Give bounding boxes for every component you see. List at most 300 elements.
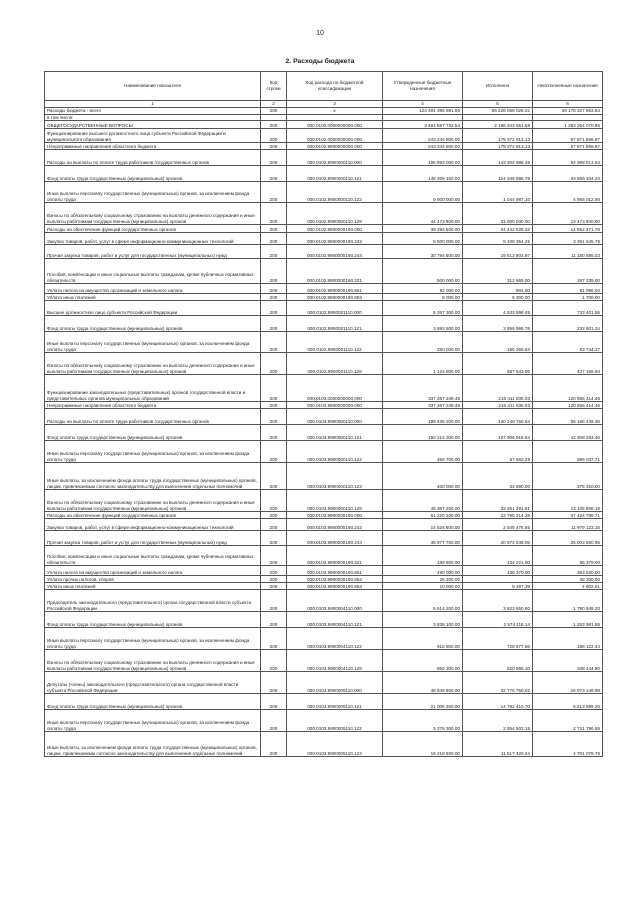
cell-approved: 150 214 300.00 bbox=[383, 425, 463, 441]
cell-name: Фонд оплаты труда государственных (муниципальных) органов bbox=[45, 316, 261, 332]
cell-approved: 916 800.00 bbox=[383, 628, 463, 650]
cell-unexecuted: 52 388 013.54 bbox=[533, 150, 603, 166]
cell-unexecuted: 33 859 104.24 bbox=[533, 166, 603, 182]
cell-approved: 337 267 249.49 bbox=[383, 402, 463, 409]
table-row bbox=[45, 566, 603, 576]
cell-unexecuted: 188 122.44 bbox=[533, 628, 603, 650]
cell-unexecuted: 399 037.71 bbox=[533, 441, 603, 463]
cell-line-code: 200 bbox=[261, 590, 287, 612]
cell-line-code: 200 bbox=[261, 566, 287, 576]
table-row bbox=[45, 259, 603, 284]
cell-name: Иные выплаты персоналу государственных (муниципальных) органов, за исключением фонда оплаты труда bbox=[45, 628, 261, 650]
cell-name: Взносы по обязательному социальному страхованию на выплаты денежного содержания и иные выплаты работникам государственных (муниципальных) органов bbox=[45, 203, 261, 225]
cell-line-code: 200 bbox=[261, 121, 287, 129]
cell-name: Иные выплаты персоналу государственных (муниципальных) органов, за исключением фонда оплаты труда bbox=[45, 332, 261, 353]
cell-line-code: 200 bbox=[261, 628, 287, 650]
table-row bbox=[45, 694, 603, 710]
table-row bbox=[45, 732, 603, 757]
cell-executed: 32 261 391.81 bbox=[463, 490, 533, 512]
table-row bbox=[45, 150, 603, 166]
column-number: 1 bbox=[45, 101, 261, 108]
cell-executed: 5 197.39 bbox=[463, 583, 533, 590]
cell-classification: 000.0103.9900000190.321 bbox=[287, 546, 383, 566]
cell-approved: 28 200.00 bbox=[383, 576, 463, 583]
cell-unexecuted: 1 283 254 070.95 bbox=[533, 121, 603, 129]
cell-line-code: 200 bbox=[261, 512, 287, 519]
cell-unexecuted: 120 855 414.46 bbox=[533, 375, 603, 402]
table-row bbox=[45, 628, 603, 650]
cell-approved: 30 794 500.00 bbox=[383, 245, 463, 259]
table-row bbox=[45, 546, 603, 566]
cell-unexecuted: 14 852 471.78 bbox=[533, 225, 603, 233]
cell-name: Иные выплаты персоналу государственных (муниципальных) органов, за исключением фонда оплаты труда bbox=[45, 441, 261, 463]
column-number-row bbox=[45, 101, 603, 108]
table-row bbox=[45, 490, 603, 512]
cell-executed: 19 613 804.97 bbox=[463, 245, 533, 259]
cell-line-code: 200 bbox=[261, 353, 287, 375]
cell-line-code: 200 bbox=[261, 332, 287, 353]
cell-name: Пособия, компенсации и иные социальные выплаты гражданам, кроме публичных нормативных обязательств bbox=[45, 259, 261, 284]
cell-unexecuted: 338 444.90 bbox=[533, 650, 603, 672]
cell-classification: 000.0103.9900000000.000 bbox=[287, 402, 383, 409]
cell-unexecuted: 187 335.00 bbox=[533, 259, 603, 284]
table-row bbox=[45, 590, 603, 612]
column-header-name: Наименование показателя bbox=[45, 72, 261, 101]
cell-classification: 000.0102.9900000000.000 bbox=[287, 143, 383, 150]
cell-executed: 2 554 503.15 bbox=[463, 710, 533, 732]
cell-executed: 23 795 314.29 bbox=[463, 512, 533, 519]
cell-classification: 000.0103.0000000000.000 bbox=[287, 375, 383, 402]
cell-line-code: 200 bbox=[261, 301, 287, 316]
cell-line-code: 200 bbox=[261, 375, 287, 402]
cell-classification: 000.0103.9900000110.122 bbox=[287, 441, 383, 463]
cell-executed: 107 906 016.54 bbox=[463, 425, 533, 441]
cell-line-code: 200 bbox=[261, 143, 287, 150]
cell-unexecuted: 1 790 549.20 bbox=[533, 590, 603, 612]
table-row bbox=[45, 108, 603, 115]
cell-classification: 000.0103.9900000190.853 bbox=[287, 583, 383, 590]
cell-unexecuted: 13 105 808.19 bbox=[533, 490, 603, 512]
table-row bbox=[45, 463, 603, 490]
cell-name: Функционирование законодательных (представительных) органов государственной власти и представительных органов муниципальных образований bbox=[45, 375, 261, 402]
cell-classification: 000.0102.9900000190.321 bbox=[287, 259, 383, 284]
cell-approved: 859 300.00 bbox=[383, 650, 463, 672]
cell-approved: 8 000.00 bbox=[383, 294, 463, 301]
cell-approved: 5 614 200.00 bbox=[383, 590, 463, 612]
cell-executed: 31 000 030.00 bbox=[463, 203, 533, 225]
table-row bbox=[45, 284, 603, 294]
cell-line-code: 200 bbox=[261, 694, 287, 710]
cell-approved: 14 524 600.00 bbox=[383, 519, 463, 531]
cell-approved: 61 220 100.00 bbox=[383, 512, 463, 519]
cell-classification: 000.0103.9900004110.129 bbox=[287, 650, 383, 672]
cell-unexecuted: 4 701 079.76 bbox=[533, 732, 603, 757]
cell-classification: 000.0102.9900000190.853 bbox=[287, 294, 383, 301]
cell-line-code: 200 bbox=[261, 182, 287, 203]
table-header-row bbox=[45, 72, 603, 101]
table-row bbox=[45, 203, 603, 225]
cell-name: Председатель законодательного (представительного) органа государственной власти субъекта Российской Федерации bbox=[45, 590, 261, 612]
cell-name: Иные выплаты, за исключением фонда оплаты труда государственных (муниципальных) органов, лицам, привлекаемым согласно законодательству для выполнения отдельных полномочий bbox=[45, 732, 261, 757]
cell-line-code: 200 bbox=[261, 259, 287, 284]
table-row bbox=[45, 375, 603, 402]
table-row bbox=[45, 143, 603, 150]
cell-executed: 520 855.10 bbox=[463, 650, 533, 672]
cell-unexecuted: 120 855 414.46 bbox=[533, 402, 603, 409]
cell-classification: 000.0102.9900000190.000 bbox=[287, 225, 383, 233]
cell-name: Уплата иных платежей bbox=[45, 583, 261, 590]
cell-name: Взносы по обязательному социальному страхованию на выплаты денежного содержания и иные выплаты работникам государственных (муниципальных) органов bbox=[45, 490, 261, 512]
cell-approved: 1 124 800.00 bbox=[383, 353, 463, 375]
cell-executed: 140 249 760.64 bbox=[463, 409, 533, 425]
cell-name: Фонд оплаты труда государственных (муниципальных) органов bbox=[45, 694, 261, 710]
cell-line-code: 200 bbox=[261, 225, 287, 233]
cell-unexecuted: 733 401.55 bbox=[533, 301, 603, 316]
cell-approved: 44 473 900.00 bbox=[383, 203, 463, 225]
cell-executed: 1 044 987.10 bbox=[463, 182, 533, 203]
cell-approved: 243 244 800.00 bbox=[383, 129, 463, 143]
table-row bbox=[45, 316, 603, 332]
cell-line-code bbox=[261, 114, 287, 121]
cell-classification: 000.0100.0000000000.000 bbox=[287, 121, 383, 129]
cell-classification: 000.0102.0000000000.000 bbox=[287, 129, 383, 143]
cell-unexecuted: 16 073 149.98 bbox=[533, 672, 603, 694]
cell-unexecuted bbox=[533, 114, 603, 121]
cell-unexecuted: 55 379.00 bbox=[533, 546, 603, 566]
cell-line-code: 200 bbox=[261, 294, 287, 301]
cell-unexecuted: 1 700.00 bbox=[533, 294, 603, 301]
cell-name: Прочая закупка товаров, работ и услуг для государственных (муниципальных) нужд bbox=[45, 245, 261, 259]
cell-approved: 21 006 300.00 bbox=[383, 694, 463, 710]
cell-approved: 195 438 200.00 bbox=[383, 409, 463, 425]
table-row bbox=[45, 402, 603, 409]
cell-classification bbox=[287, 114, 383, 121]
cell-executed: 175 372 913.13 bbox=[463, 143, 533, 150]
cell-name: Расходы на обеспечение функций государственных органов bbox=[45, 512, 261, 519]
cell-classification: 000.0103.9900004110.122 bbox=[287, 628, 383, 650]
cell-classification: 000.0102.9900000190.851 bbox=[287, 284, 383, 294]
column-header-executed: Исполнено bbox=[463, 72, 533, 101]
cell-approved: 45 977 700.00 bbox=[383, 531, 463, 546]
column-header-code: Код строки bbox=[261, 72, 287, 101]
cell-name: Пособия, компенсации и иные социальные выплаты гражданам, кроме публичных нормативных обязательств bbox=[45, 546, 261, 566]
cell-line-code: 200 bbox=[261, 519, 287, 531]
cell-line-code: 200 bbox=[261, 650, 287, 672]
cell-classification: 000.0103.9900005110.123 bbox=[287, 732, 383, 757]
cell-classification: x bbox=[287, 108, 383, 115]
column-header-unexecuted: Неисполненные назначения bbox=[533, 72, 603, 101]
table-row bbox=[45, 425, 603, 441]
cell-executed: 4 533 898.45 bbox=[463, 301, 533, 316]
cell-approved: 3 838 100.00 bbox=[383, 612, 463, 628]
table-row bbox=[45, 225, 603, 233]
cell-unexecuted: 6 213 889.30 bbox=[533, 694, 603, 710]
cell-name: Расходы на выплаты по оплате труда работников государственных органов bbox=[45, 150, 261, 166]
cell-executed: 3 659 998.76 bbox=[463, 316, 533, 332]
cell-name: Фонд оплаты труда государственных (муниципальных) органов bbox=[45, 166, 261, 182]
cell-approved: 8 500 000.00 bbox=[383, 233, 463, 245]
cell-classification: 000.0102.9900000110.000 bbox=[287, 150, 383, 166]
cell-approved: 5 276 300.00 bbox=[383, 710, 463, 732]
cell-classification: 000.0103.9900000110.123 bbox=[287, 463, 383, 490]
cell-classification: 000.0103.9900000110.121 bbox=[287, 425, 383, 441]
cell-name: Уплата налога на имущество организаций и земельного налога bbox=[45, 284, 261, 294]
cell-unexecuted: 4 955 012.90 bbox=[533, 182, 603, 203]
cell-executed: 24 442 028.22 bbox=[463, 225, 533, 233]
cell-classification: 000.0103.9900000110.129 bbox=[287, 490, 383, 512]
cell-approved: 243 244 800.00 bbox=[383, 143, 463, 150]
cell-line-code: 200 bbox=[261, 490, 287, 512]
cell-name: Прочая закупка товаров, работ и услуг для государственных (муниципальных) нужд bbox=[45, 531, 261, 546]
cell-classification: 000.0103.9900005110.000 bbox=[287, 672, 383, 694]
cell-name: Депутаты (члены) законодательного (представительного) органа государственной власти субъекта Российской Федерации bbox=[45, 672, 261, 694]
cell-unexecuted: 2 721 796.85 bbox=[533, 710, 603, 732]
cell-approved: 16 218 500.00 bbox=[383, 732, 463, 757]
cell-line-code: 200 bbox=[261, 732, 287, 757]
cell-name: Уплата налога на имущество организаций и земельного налога bbox=[45, 566, 261, 576]
cell-name: Взносы по обязательному социальному страхованию на выплаты денежного содержания и иные выплаты работникам государственных (муниципальных) органов bbox=[45, 650, 261, 672]
cell-executed bbox=[463, 114, 533, 121]
cell-unexecuted: 232 501.24 bbox=[533, 316, 603, 332]
cell-unexecuted: 13 473 900.00 bbox=[533, 203, 603, 225]
cell-classification: 000.0103.9900000110.000 bbox=[287, 409, 383, 425]
cell-classification: 000.0103.9900004110.121 bbox=[287, 612, 383, 628]
cell-name: Иные выплаты персоналу государственных (муниципальных) органов, за исключением фонда оплаты труда bbox=[45, 182, 261, 203]
cell-classification: 000.0102.9900001110.121 bbox=[287, 316, 383, 332]
table-row bbox=[45, 612, 603, 628]
cell-classification: 000.0102.9900000110.129 bbox=[287, 203, 383, 225]
cell-line-code: 200 bbox=[261, 463, 287, 490]
cell-unexecuted: 437 156.94 bbox=[533, 353, 603, 375]
cell-unexecuted: 11 979 123.15 bbox=[533, 519, 603, 531]
column-header-approved: Утвержденные бюджетные назначения bbox=[383, 72, 463, 101]
cell-line-code: 200 bbox=[261, 316, 287, 332]
table-row bbox=[45, 121, 603, 129]
cell-unexecuted: 37 424 785.71 bbox=[533, 512, 603, 519]
cell-classification: 000.0102.9900000110.122 bbox=[287, 182, 383, 203]
cell-classification: 000.0103.9900005110.121 bbox=[287, 694, 383, 710]
cell-classification: 000.0103.9900000190.244 bbox=[287, 531, 383, 546]
cell-approved: 45 367 200.00 bbox=[383, 490, 463, 512]
cell-classification: 000.0102.9900001110.000 bbox=[287, 301, 383, 316]
cell-executed: 2 574 118.14 bbox=[463, 612, 533, 628]
column-number: 6 bbox=[533, 101, 603, 108]
cell-unexecuted: 1 263 981.86 bbox=[533, 612, 603, 628]
cell-unexecuted: 4 802.61 bbox=[533, 583, 603, 590]
cell-unexecuted: 39 178 327 663.54 bbox=[533, 108, 603, 115]
cell-executed: 216 411 835.03 bbox=[463, 402, 533, 409]
cell-executed bbox=[463, 576, 533, 583]
cell-approved: 6 000 000.00 bbox=[383, 182, 463, 203]
cell-classification: 000.0102.9900000190.244 bbox=[287, 245, 383, 259]
table-row bbox=[45, 583, 603, 590]
cell-unexecuted: 25 003 650.95 bbox=[533, 531, 603, 546]
cell-line-code: 200 bbox=[261, 425, 287, 441]
cell-unexecuted: 63 744.37 bbox=[533, 332, 603, 353]
cell-approved: 500 000.00 bbox=[383, 259, 463, 284]
table-row bbox=[45, 332, 603, 353]
cell-name: Уплата прочих налогов, сборов bbox=[45, 576, 261, 583]
budget-expenses-table bbox=[44, 71, 603, 757]
cell-approved: 5 267 300.00 bbox=[383, 301, 463, 316]
cell-unexecuted: 67 871 886.87 bbox=[533, 129, 603, 143]
cell-unexecuted: 28 200.00 bbox=[533, 576, 603, 583]
cell-name: Высшее должностное лицо субъекта Российской Федерации bbox=[45, 301, 261, 316]
cell-line-code: 200 bbox=[261, 150, 287, 166]
cell-executed: 24 690.00 bbox=[463, 463, 533, 490]
cell-executed: 136 370.00 bbox=[463, 566, 533, 576]
section-title: 2. Расходы бюджета bbox=[285, 58, 355, 65]
cell-name: Фонд оплаты труда государственных (муниципальных) органов bbox=[45, 612, 261, 628]
cell-executed: 114 349 995.76 bbox=[463, 166, 533, 182]
cell-approved: 148 209 100.00 bbox=[383, 166, 463, 182]
cell-classification: 000.0103.9900000190.851 bbox=[287, 566, 383, 576]
cell-classification: 000.0103.9900000190.242 bbox=[287, 519, 383, 531]
cell-executed: 3 823 650.80 bbox=[463, 590, 533, 612]
cell-executed: 6 300.00 bbox=[463, 294, 533, 301]
cell-executed: 2 545 476.85 bbox=[463, 519, 533, 531]
table-body bbox=[45, 108, 603, 757]
cell-executed: 186 255.63 bbox=[463, 332, 533, 353]
cell-name: Непрограммные направления областного бюджета bbox=[45, 402, 261, 409]
cell-unexecuted: 11 180 695.03 bbox=[533, 245, 603, 259]
table-row bbox=[45, 294, 603, 301]
cell-unexecuted: 67 871 886.87 bbox=[533, 143, 603, 150]
cell-executed: 57 662.29 bbox=[463, 441, 533, 463]
cell-line-code: 200 bbox=[261, 531, 287, 546]
cell-unexecuted: 375 310.00 bbox=[533, 463, 603, 490]
table-row bbox=[45, 519, 603, 531]
cell-approved: 337 267 249.49 bbox=[383, 375, 463, 402]
cell-unexecuted: 3 391 645.75 bbox=[533, 233, 603, 245]
cell-name: Функционирование высшего должностного лица субъекта Российской Федерации и муниципального образования bbox=[45, 129, 261, 143]
cell-executed: 11 517 420.24 bbox=[463, 732, 533, 757]
cell-executed: 20 974 049.05 bbox=[463, 531, 533, 546]
cell-line-code: 200 bbox=[261, 441, 287, 463]
cell-approved: 490 000.00 bbox=[383, 566, 463, 576]
cell-line-code: 200 bbox=[261, 409, 287, 425]
page-number: 10 bbox=[316, 30, 324, 37]
table-row bbox=[45, 576, 603, 583]
cell-classification: 000.0102.9900000190.242 bbox=[287, 233, 383, 245]
column-number: 3 bbox=[287, 101, 383, 108]
cell-approved: 48 849 900.00 bbox=[383, 672, 463, 694]
cell-line-code: 200 bbox=[261, 672, 287, 694]
table-row bbox=[45, 129, 603, 143]
table-row bbox=[45, 710, 603, 732]
cell-executed: 904.00 bbox=[463, 284, 533, 294]
table-row bbox=[45, 301, 603, 316]
cell-line-code: 200 bbox=[261, 612, 287, 628]
cell-classification: 000.0103.9900000190.000 bbox=[287, 512, 383, 519]
cell-name: Фонд оплаты труда государственных (муниципальных) органов bbox=[45, 425, 261, 441]
cell-executed: 312 665.00 bbox=[463, 259, 533, 284]
cell-name: Уплата иных платежей bbox=[45, 294, 261, 301]
cell-name: Расходы бюджета - всего bbox=[45, 108, 261, 115]
table-row bbox=[45, 650, 603, 672]
table-row bbox=[45, 512, 603, 519]
cell-unexecuted: 353 630.00 bbox=[533, 566, 603, 576]
table-row bbox=[45, 182, 603, 203]
column-number: 2 bbox=[261, 101, 287, 108]
cell-line-code: 200 bbox=[261, 245, 287, 259]
cell-name: Расходы на выплаты по оплате труда работников государственных органов bbox=[45, 409, 261, 425]
cell-name: Взносы по обязательному социальному страхованию на выплаты денежного содержания и иные выплаты работникам государственных (муниципальных) органов bbox=[45, 353, 261, 375]
table-row bbox=[45, 353, 603, 375]
cell-line-code: 200 bbox=[261, 166, 287, 182]
table-row bbox=[45, 672, 603, 694]
table-row bbox=[45, 441, 603, 463]
table-row bbox=[45, 409, 603, 425]
cell-name: Расходы на обеспечение функций государственных органов bbox=[45, 225, 261, 233]
cell-line-code: 200 bbox=[261, 546, 287, 566]
cell-name: Непрограммные направления областного бюджета bbox=[45, 143, 261, 150]
column-number: 5 bbox=[463, 101, 533, 108]
cell-line-code: 200 bbox=[261, 203, 287, 225]
cell-line-code: 200 bbox=[261, 129, 287, 143]
cell-line-code: 200 bbox=[261, 108, 287, 115]
cell-unexecuted: 55 188 439.36 bbox=[533, 409, 603, 425]
cell-classification: 000.0102.9900001110.129 bbox=[287, 353, 383, 375]
cell-executed: 134 221.00 bbox=[463, 546, 533, 566]
cell-executed: 14 792 410.70 bbox=[463, 694, 533, 710]
cell-approved: 189 600.00 bbox=[383, 546, 463, 566]
cell-name: Закупка товаров, работ, услуг в сфере информационно-коммуникационных технологий bbox=[45, 519, 261, 531]
cell-line-code: 200 bbox=[261, 710, 287, 732]
cell-line-code: 200 bbox=[261, 402, 287, 409]
cell-approved: 250 000.00 bbox=[383, 332, 463, 353]
cell-unexecuted: 91 096.00 bbox=[533, 284, 603, 294]
cell-approved: 3 892 500.00 bbox=[383, 316, 463, 332]
cell-approved: 92 000.00 bbox=[383, 284, 463, 294]
cell-name: Иные выплаты персоналу государственных (муниципальных) органов, за исключением фонда оплаты труда bbox=[45, 710, 261, 732]
cell-approved: 10 000.00 bbox=[383, 583, 463, 590]
cell-executed: 175 372 913.13 bbox=[463, 129, 533, 143]
table-row bbox=[45, 166, 603, 182]
cell-executed: 5 108 354.25 bbox=[463, 233, 533, 245]
cell-executed: 216 411 835.03 bbox=[463, 375, 533, 402]
cell-unexecuted: 42 308 283.46 bbox=[533, 425, 603, 441]
cell-line-code: 200 bbox=[261, 583, 287, 590]
cell-approved bbox=[383, 114, 463, 121]
cell-executed: 85 226 068 028.02 bbox=[463, 108, 533, 115]
cell-classification: 000.0103.9900000190.852 bbox=[287, 576, 383, 583]
cell-approved: 124 404 395 691.59 bbox=[383, 108, 463, 115]
cell-executed: 143 304 986.46 bbox=[463, 150, 533, 166]
cell-approved: 3 481 597 732.54 bbox=[383, 121, 463, 129]
cell-executed: 32 776 750.02 bbox=[463, 672, 533, 694]
cell-approved: 400 000.00 bbox=[383, 463, 463, 490]
cell-name: Иные выплаты, за исключением фонда оплаты труда государственных (муниципальных) органов, лицам, привлекаемым согласно законодательству для выполнения отдельных полномочий bbox=[45, 463, 261, 490]
cell-classification: 000.0103.9900004110.000 bbox=[287, 590, 383, 612]
table-row bbox=[45, 233, 603, 245]
cell-classification: 000.0102.9900000110.121 bbox=[287, 166, 383, 182]
cell-name: в том числе: bbox=[45, 114, 261, 121]
cell-classification: 000.0103.9900005110.122 bbox=[287, 710, 383, 732]
cell-executed: 728 677.56 bbox=[463, 628, 533, 650]
table-row bbox=[45, 114, 603, 121]
cell-approved: 456 700.00 bbox=[383, 441, 463, 463]
cell-executed: 2 198 343 651.59 bbox=[463, 121, 533, 129]
cell-classification: 000.0102.9900001110.122 bbox=[287, 332, 383, 353]
table-row bbox=[45, 245, 603, 259]
column-number: 4 bbox=[383, 101, 463, 108]
cell-line-code: 200 bbox=[261, 576, 287, 583]
cell-approved: 39 294 500.00 bbox=[383, 225, 463, 233]
cell-approved: 195 693 000.00 bbox=[383, 150, 463, 166]
table-row bbox=[45, 531, 603, 546]
cell-name: Закупка товаров, работ, услуг в сфере информационно-коммуникационных технологий bbox=[45, 233, 261, 245]
